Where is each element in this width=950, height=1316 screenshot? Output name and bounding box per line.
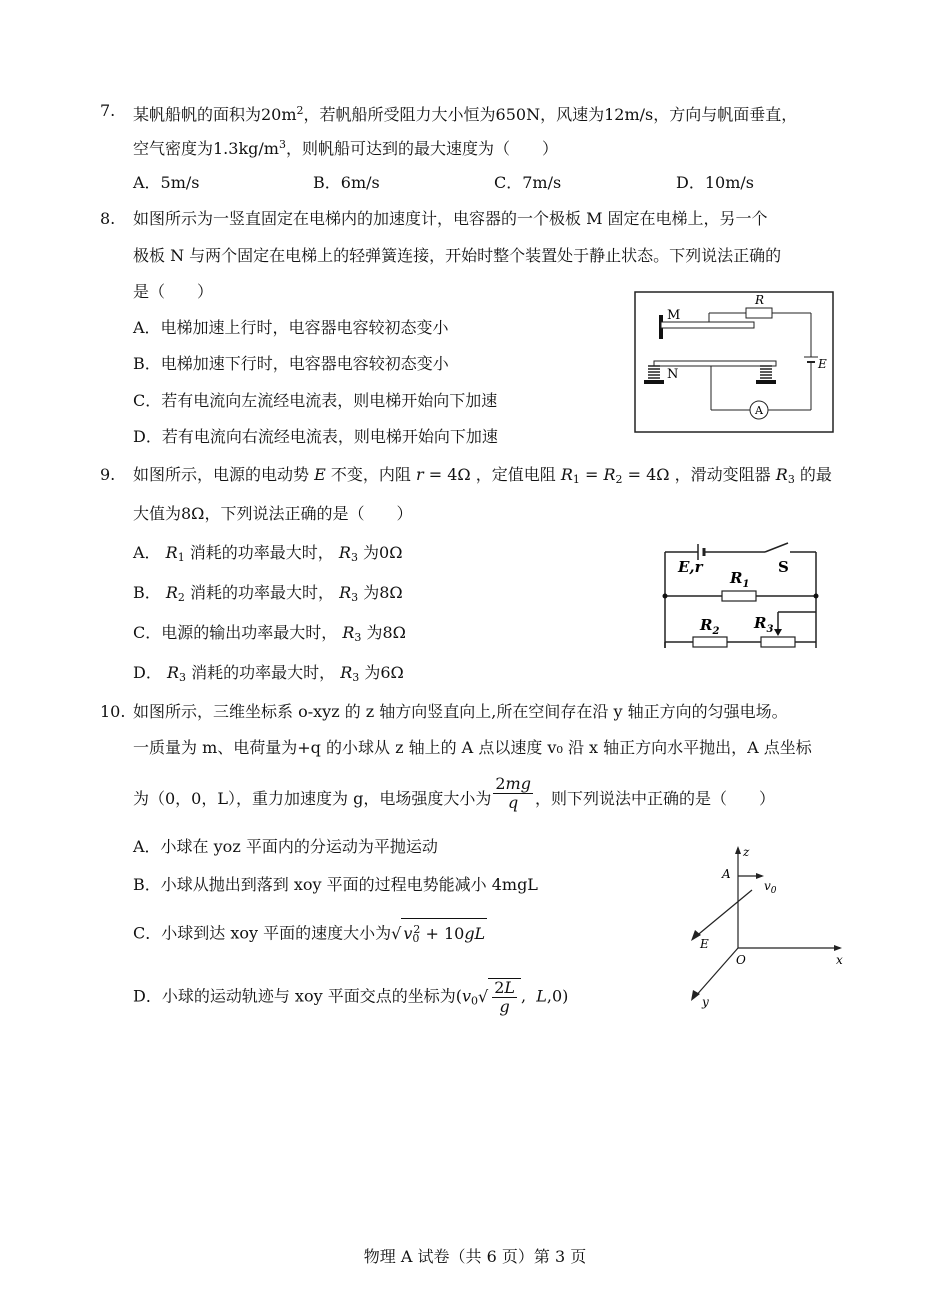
- q7-option-b: B．6m/s: [313, 173, 380, 192]
- q9-l1-e: 的最: [799, 465, 832, 484]
- q8-spring-left: [644, 366, 664, 382]
- q9-resistor-r1: [722, 591, 756, 601]
- q9-rheostat-r3: [761, 637, 795, 647]
- q9-l2-a: 大值为8Ω: [133, 504, 205, 523]
- q8-option-a: A．电梯加速上行时，电容器电容较初态变小: [133, 318, 449, 337]
- q7-line1-b: ，若帆船所受阻力大小恒为650N，风速为12m/s，方向与帆面垂直，: [303, 105, 798, 124]
- q9-l2-b: ，下列说法正确的是（ ）: [204, 504, 413, 523]
- q10-label-o: O: [736, 953, 746, 967]
- q9-label-r3: $R_3$: [754, 614, 774, 635]
- q8-number: 8.: [100, 209, 116, 228]
- q10-l3-a: 为（0，0，L），重力加速度为 g，电场强度大小为: [133, 789, 492, 808]
- q9-l1-d: ，滑动变阻器: [674, 465, 771, 484]
- q8-plate-n: [654, 361, 776, 366]
- q9-option-c: C．电源的输出功率最大时， $R_3$ 为8Ω: [133, 623, 406, 644]
- q9-switch: [765, 543, 788, 552]
- q10-option-c: C．小球到达 xoy 平面的速度大小为√ $v_0^2 + 10gL$: [133, 918, 487, 950]
- q9-l1-a: 如图所示，电源的电动势: [133, 465, 310, 484]
- q10-line3: 为（0，0，L），重力加速度为 g，电场强度大小为 $\frac{2mg}{q}$ ，则下列说法中正确的是（ ）: [133, 774, 775, 812]
- q10-optC-a: C．小球到达 xoy 平面的速度大小为: [133, 923, 392, 943]
- q10-optD-a: D．小球的运动轨迹与 xoy 平面交点的坐标为: [133, 986, 456, 1006]
- q9-label-er: E,r: [678, 558, 703, 576]
- q8-option-c: C．若有电流向左流经电流表，则电梯开始向下加速: [133, 391, 498, 410]
- q8-label-a: A: [755, 404, 763, 417]
- q9-figure: [660, 540, 825, 652]
- q9-optD-b: 消耗的功率最大时，: [191, 663, 336, 682]
- q9-l1-c: ，定值电阻: [475, 465, 556, 484]
- q9-optC-a: C．电源的输出功率最大时，: [133, 623, 338, 642]
- q8-line2: 极板 N 与两个固定在电梯上的轻弹簧连接，开始时整个装置处于静止状态。下列说法正确的: [133, 246, 782, 265]
- q8-spring-right: [756, 366, 776, 382]
- q9-optB-b: 消耗的功率最大时，: [190, 583, 335, 602]
- q8-label-n: N: [667, 367, 679, 382]
- q8-option-b: B．电梯加速下行时，电容器电容较初态变小: [133, 354, 449, 373]
- q9-optB-a: B．: [133, 583, 161, 602]
- q9-line1: 如图所示，电源的电动势 E 不变，内阻 r = 4Ω ，定值电阻 $R_1 = R_2 = 4\Omega$ ，滑动变阻器 $R_3$ 的最: [133, 465, 832, 486]
- page-footer: 物理 A 试卷（共 6 页）第 3 页: [363, 1247, 587, 1266]
- q7-option-c: C．7m/s: [494, 173, 562, 192]
- q10-e-field-arrow: [694, 890, 752, 938]
- q7-number: 7.: [100, 101, 116, 120]
- q9-label-r2: $R_2$: [700, 616, 720, 637]
- q10-l3-b: ，则下列说法中正确的是（ ）: [534, 789, 775, 808]
- q8-option-d: D．若有电流向右流经电流表，则电梯开始向下加速: [133, 427, 498, 446]
- q9-optC-c: 为8Ω: [366, 623, 406, 642]
- q10-label-y: y: [702, 995, 709, 1009]
- q9-number: 9.: [100, 465, 116, 484]
- q7-line2: 空气密度为$1.3kg/m^3$，则帆船可达到的最大速度为（ ）: [133, 138, 558, 158]
- q7-option-a: A．5m/s: [133, 173, 200, 192]
- q10-option-d: D．小球的运动轨迹与 xoy 平面交点的坐标为($v_0√$ $\frac{2L}{g}$ , L,0): [133, 978, 569, 1016]
- q9-option-b: B． $R_2$ 消耗的功率最大时， $R_3$ 为8Ω: [133, 583, 403, 604]
- q9-resistor-r2: [693, 637, 727, 647]
- q8-label-m: M: [667, 308, 681, 323]
- q9-option-a: A． $R_1$ 消耗的功率最大时， $R_3$ 为0Ω: [133, 543, 403, 564]
- q8-figure: [634, 291, 834, 433]
- q9-l1-b: 不变，内阻: [330, 465, 411, 484]
- q9-optA-b: 消耗的功率最大时，: [189, 543, 334, 562]
- q7-option-d: D．10m/s: [676, 173, 754, 192]
- q7-line1-a: 某帆船帆的面积为20m: [133, 105, 297, 124]
- q9-option-d: D． $R_3$ 消耗的功率最大时， $R_3$ 为6Ω: [133, 663, 404, 684]
- q9-optD-a: D．: [133, 663, 162, 682]
- q10-label-z: z: [743, 845, 750, 859]
- q10-label-e: E: [700, 937, 709, 951]
- q9-optB-c: 为8Ω: [363, 583, 403, 602]
- q8-line1: 如图所示为一竖直固定在电梯内的加速度计，电容器的一个极板 M 固定在电梯上，另一个: [133, 209, 768, 228]
- q9-label-r1: $R_1$: [730, 569, 750, 590]
- q10-number: 10.: [100, 702, 126, 721]
- q7-line1: 某帆船帆的面积为$20m^2$，若帆船所受阻力大小恒为650N，风速为12m/s，方向与帆面垂直，: [133, 104, 798, 124]
- q10-line1: 如图所示，三维坐标系 o-xyz 的 z 轴方向竖直向上,所在空间存在沿 y 轴正方向的匀强电场。: [133, 702, 788, 721]
- q10-label-v0: $v_0$: [764, 879, 777, 896]
- q10-option-a: A．小球在 yoz 平面内的分运动为平抛运动: [133, 837, 438, 856]
- q9-label-s: S: [778, 558, 789, 576]
- q8-label-r: R: [755, 293, 765, 307]
- q9-optA-c: 为0Ω: [363, 543, 403, 562]
- q8-label-e: E: [818, 357, 827, 371]
- q8-line3: 是（ ）: [133, 282, 214, 301]
- q10-option-b: B．小球从抛出到落到 xoy 平面的过程电势能减小 4mgL: [133, 875, 538, 894]
- q10-line2: 一质量为 m、电荷量为+q 的小球从 z 轴上的 A 点以速度 v₀ 沿 x 轴正方向水平抛出，A 点坐标: [133, 738, 812, 757]
- q9-line2: [133, 503, 412, 525]
- q10-label-x: x: [836, 953, 843, 967]
- q10-figure: [680, 838, 850, 1018]
- q10-y-axis: [694, 948, 738, 998]
- q10-label-a: A: [722, 867, 731, 881]
- q7-line2-b: ，则帆船可达到的最大速度为（ ）: [285, 139, 558, 158]
- q7-line2-a: 空气密度为1.3kg/m: [133, 139, 279, 158]
- q8-resistor-r: [746, 308, 772, 318]
- q9-optD-c: 为6Ω: [364, 663, 404, 682]
- q9-optA-a: A．: [133, 543, 161, 562]
